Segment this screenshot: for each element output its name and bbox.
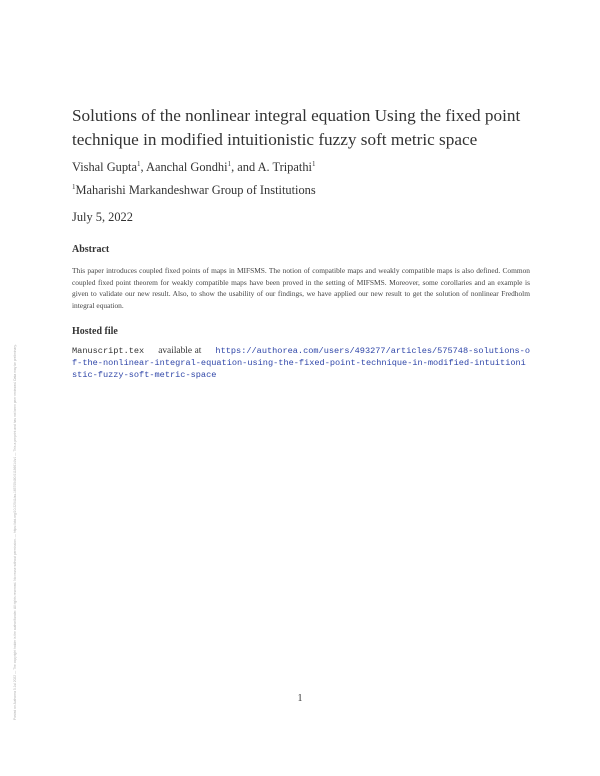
preprint-sidebar-note <box>3 80 15 720</box>
page-number: 1 <box>297 693 303 704</box>
hosted-filename: Manuscript.tex <box>72 346 145 356</box>
hosted-file-line <box>72 345 530 381</box>
author-name: A. Tripathi <box>257 160 312 174</box>
author-affiliation-mark: 1 <box>136 160 141 168</box>
available-at-text: available at <box>158 346 202 356</box>
author-separator: , and <box>231 160 258 174</box>
paper-title: Solutions of the nonlinear integral equation Using the fixed point technique in modified intuitionistic fuzzy soft metric space <box>72 106 521 149</box>
abstract-text: This paper introduces coupled fixed points of maps in MIFSMS. The notion of compatible maps and weakly compatible maps is also defined. Common coupled fixed point theorem for weakly compatible maps have been proved in the setting of MIFSMS. Moreover, some corollaries and an example is given to validate our new result. Also, to show the usability of our findings, we have applied our new result to get the solution of nonlinear Fredholm integral equation. <box>72 266 530 310</box>
affiliation-mark: 1 <box>72 183 76 191</box>
publication-date: July 5, 2022 <box>72 210 133 224</box>
hosted-file-link[interactable]: https://authorea.com/users/493277/articles/575748-solutions-of-the-nonlinear-integral-equation-using-the-fixed-point-technique-in-modified-intuitionistic-fuzzy-soft-metric-space <box>72 346 530 380</box>
hosted-file-heading: Hosted file <box>72 326 118 337</box>
abstract-heading: Abstract <box>72 244 110 255</box>
affiliation <box>72 183 316 198</box>
author-list <box>72 160 315 175</box>
affiliation-name: Maharishi Markandeshwar Group of Institutions <box>75 183 316 197</box>
author-name: Vishal Gupta <box>72 160 137 174</box>
author-affiliation-mark: 1 <box>227 160 232 168</box>
author-affiliation-mark: 1 <box>311 160 316 168</box>
sidebar-note-text: Posted on Authorea 5 Jul 2022 — The copyright holder is the author/funder. All rights reserved. No reuse without permission. — https://doi.org/10.22541/au.165705480.01186614/v1 — This a preprint and has not been peer reviewed. Data may be preliminary. <box>13 344 17 720</box>
author-name: Aanchal Gondhi <box>146 160 228 174</box>
author-separator: , <box>140 160 146 174</box>
